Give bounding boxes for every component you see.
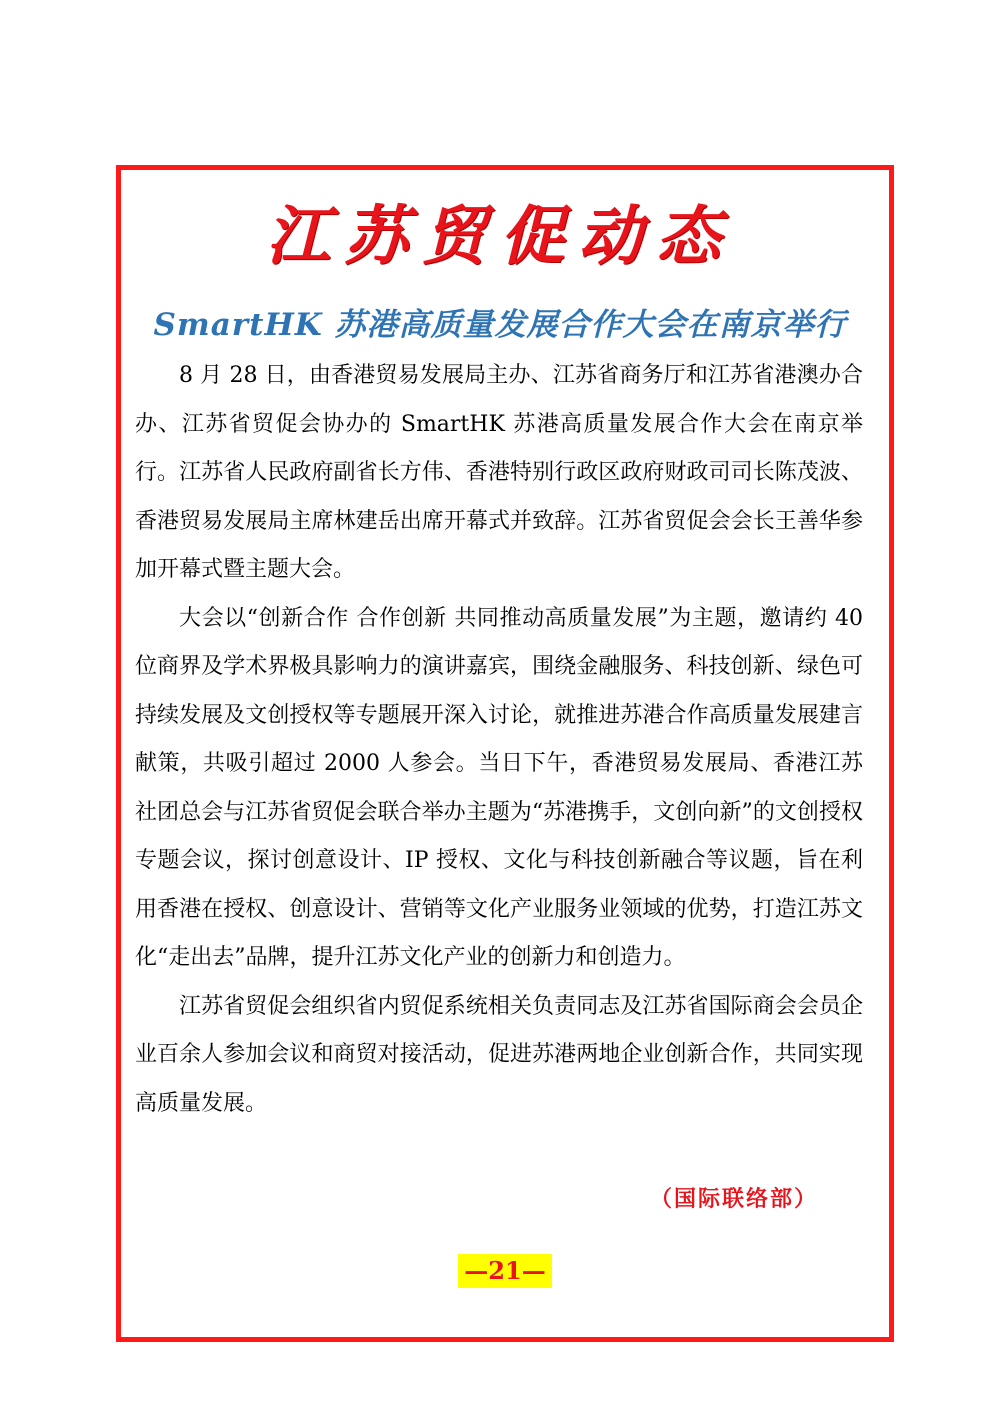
masthead-title: 江苏贸促动态 <box>266 199 734 274</box>
article-body <box>135 352 863 1128</box>
article-paragraph: 8 月 28 日，由香港贸易发展局主办、江苏省商务厅和江苏省港澳办合办、江苏省贸促会协办的 SmartHK 苏港高质量发展合作大会在南京举行。江苏省人民政府副省长方伟、香港特别行政区政府财政司司长陈茂波、香港贸易发展局主席林建岳出席开幕式并致辞。江苏省贸促会会长王善华参加开幕式暨主题大会。 <box>135 363 863 582</box>
article-headline: SmartHK 苏港高质量发展合作大会在南京举行 <box>153 307 847 343</box>
article-paragraph: 大会以“创新合作 合作创新 共同推动高质量发展”为主题，邀请约 40 位商界及学术界极具影响力的演讲嘉宾，围绕金融服务、科技创新、绿色可持续发展及文创授权等专题展开深入讨论，就推进苏港合作高质量发展建言献策，共吸引超过 2000 人参会。当日下午，香港贸易发展局、香港江苏社团总会与江苏省贸促会联合举办主题为“苏港携手，文创向新”的文创授权专题会议，探讨创意设计、IP 授权、文化与科技创新融合等议题，旨在利用香港在授权、创意设计、营销等文化产业服务业领域的优势，打造江苏文化“走出去”品牌，提升江苏文化产业的创新力和创造力。 <box>135 605 863 970</box>
article-paragraph: 江苏省贸促会组织省内贸促系统相关负责同志及江苏省国际商会会员企业百余人参加会议和商贸对接活动，促进苏港两地企业创新合作，共同实现高质量发展。 <box>135 993 863 1116</box>
page-number: —21— <box>458 1254 552 1288</box>
article-source: （国际联络部） <box>649 1187 818 1212</box>
